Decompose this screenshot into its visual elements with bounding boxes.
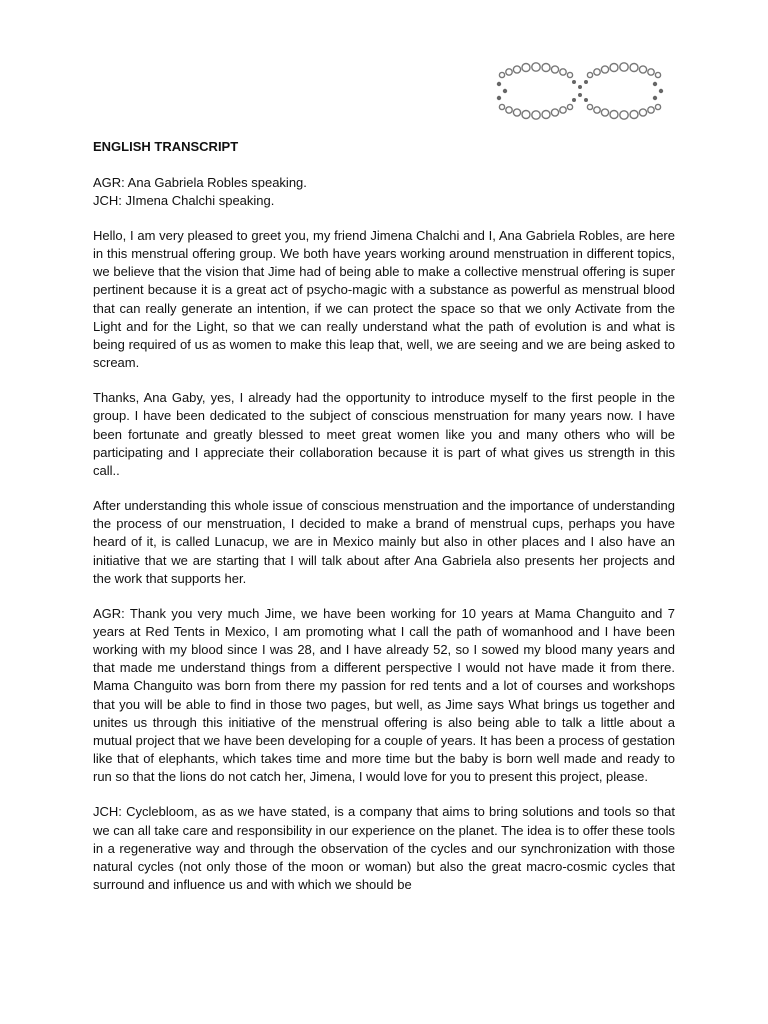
document-title: ENGLISH TRANSCRIPT — [93, 139, 239, 154]
logo-crossing-dots — [497, 80, 663, 102]
speaker-jch: JCH: JImena Chalchi speaking. — [93, 193, 275, 208]
paragraph-3: After understanding this whole issue of conscious menstruation and the importance of understanding the process of our menstruation, I decided to make a brand of menstrual cups, perhaps you have heard of it, is called Lunacup, we are in Mexico mainly but also in other places and I also have an initiative that we are starting that I will talk about after Ana Gabriela also presents her projects and the work that supports her. — [93, 498, 675, 586]
chain-circles-logo — [494, 62, 666, 120]
transcript-page — [93, 138, 675, 911]
logo-strand-top — [499, 63, 660, 78]
paragraph-2: Thanks, Ana Gaby, yes, I already had the opportunity to introduce myself to the first people in the group. I have been dedicated to the subject of conscious menstruation for many years now. I have been fortunate and greatly blessed to meet great women like you and many others who will be participating and I appreciate their collaboration because it is part of what gives us strength in this call.. — [93, 390, 675, 478]
spacer — [93, 210, 675, 227]
paragraph-1: Hello, I am very pleased to greet you, my friend Jimena Chalchi and I, Ana Gabriela Robles, are here in this menstrual offering group. We both have years working around menstruation in different topics, we believe that the vision that Jime had of being able to make a collective menstrual offering is super pertinent because it is a great act of psycho-magic with a substance as powerful as menstrual blood that can really generate an intention, if we can protect the space so that we only Activate from the Light and for the Light, so that we can really understand what the path of evolution is and what is being required of us as women to make this leap that, well, we are seeing and we are being asked to scream. — [93, 228, 675, 371]
logo-strand-bottom — [499, 104, 660, 119]
paragraph-4: AGR: Thank you very much Jime, we have been working for 10 years at Mama Changuito and 7 years at Red Tents in Mexico, I am promoting what I call the path of womanhood and I have been working with my blood since I was 28, and I have already 52, so I sowed my blood many years and that made me understand things from a different perspective I would not have made it from there. Mama Changuito was born from there my passion for red tents and a lot of courses and workshops that you will be able to find in those two pages, but well, as Jime says What brings us together and unites us through this initiative of the menstrual offering is also being able to talk a little about a mutual project that we have been developing for a couple of years. It has been a process of gestation like that of elephants, which takes time and more time but the baby is born well made and ready to run so that the lions do not catch her, Jimena, I would love for you to present this project, please. — [93, 605, 675, 785]
speaker-agr: AGR: Ana Gabriela Robles speaking. — [93, 175, 307, 190]
paragraph-5: JCH: Cyclebloom, as as we have stated, is a company that aims to bring solutions and tools so that we can all take care and responsibility in our experience on the planet. The idea is to offer these tools in a regenerative way and through the observation of the cycles and our synchronization with those natural cycles (not only those of the moon or woman) but also the great macro-cosmic cycles that surround and influence us and with which we should be — [93, 804, 675, 892]
